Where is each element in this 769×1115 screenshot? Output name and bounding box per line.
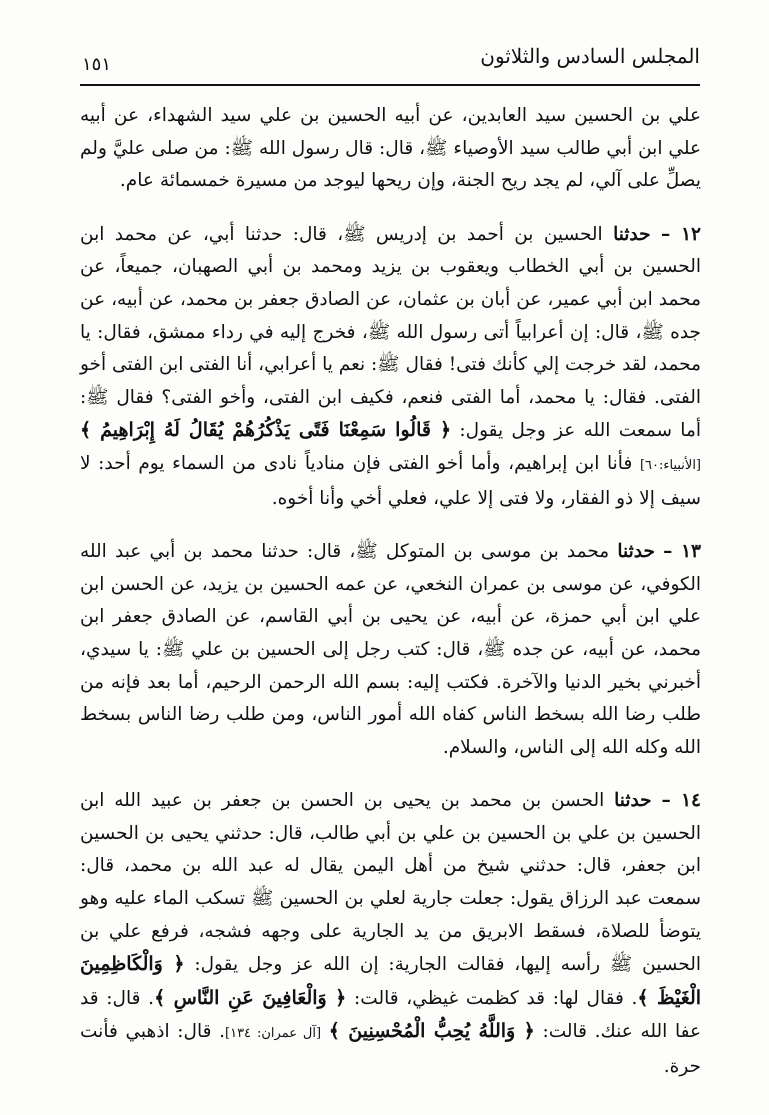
hadith-13 — [80, 536, 701, 764]
hadith-text: محمد بن موسى بن المتوكل ﷺ، قال: حدثنا محمد بن أبي عبد الله الكوفي، عن موسى بن عمران النخعي، عن عمه الحسين بن يزيد، عن الحسن ابن علي ابن أبي حمزة، عن أبيه، عن يحيى بن أبي القاسم، عن الصادق جعفر ابن محمد، عن أبيه، عن جده ﷺ، قال: كتب رجل إلى الحسين بن علي ﷺ: يا سيدي، أخبرني بخير الدنيا والآخرة. فكتب إليه: بسم الله الرحمن الرحيم، أما بعد فإنه من طلب رضا الله بسخط الناس كفاه الله أمور الناس، ومن طلب رضا الناس بسخط الله وكله الله إلى الناس، والسلام. — [80, 541, 701, 758]
running-title: المجلس السادس والثلاثون — [480, 44, 700, 68]
hadith-text-3: . قال: قد عفا الله عنك. قالت: — [80, 987, 701, 1043]
hadith-number: ١٢ – — [660, 223, 701, 245]
hadith-lead: حدثنا — [613, 223, 651, 245]
hadith-text-2: . فقال لها: قد كظمت غيظي، قالت: — [354, 987, 638, 1009]
paragraph-continuation — [80, 100, 701, 198]
hadith-lead: حدثنا — [614, 790, 652, 812]
hadith-number: ١٤ – — [661, 790, 701, 812]
paragraph-text: علي بن الحسين سيد العابدين، عن أبيه الحسين بن علي سيد الشهداء، عن أبيه علي ابن أبي طالب سيد الأوصياء ﷺ، قال: قال رسول الله ﷺ: من صلى عليَّ ولم يصلِّ على آلي، لم يجد ريح الجنة، وإن ريحها ليوجد من مسيرة خمسمائة عام. — [80, 105, 701, 192]
hadith-text: الحسن بن محمد بن يحيى بن الحسن بن جعفر بن عبيد الله ابن الحسين بن علي بن الحسين بن علي بن أبي طالب، قال: حدثني يحيى بن الحسين ابن جعفر، قال: حدثني شيخ من أهل اليمن يقال له عبد الله بن محمد، قال: سمعت عبد الرزاق يقول: جعلت جارية لعلي بن الحسين ﷺ تسكب الماء عليه وهو يتوضأ للصلاة، فسقط الابريق من يد الجارية على وجهه فشجه، فرفع علي بن الحسين ﷺ رأسه إليها، فقالت الجارية: إن الله عز وجل يقول: — [80, 790, 702, 976]
quran-verse: ﴿ قَالُوا سَمِعْنَا فَتًى يَذْكُرُهُمْ يُقَالُ لَهُ إِبْرَاهِيمُ ﴾ — [80, 419, 452, 442]
hadith-number: ١٣ – — [663, 541, 701, 563]
page-number: ١٥١ — [82, 54, 112, 75]
quran-verse-2: ﴿ وَالْعَافِينَ عَنِ النَّاسِ ﴾ — [154, 986, 347, 1009]
quran-reference: [آل عمران: ١٣٤] — [225, 1026, 322, 1042]
quran-reference: [الأنبياء:٦٠] — [639, 457, 701, 473]
quran-verse-3: ﴿ وَاللَّهُ يُحِبُّ الْمُحْسِنِينَ ﴾ — [328, 1020, 535, 1043]
hadith-12 — [80, 219, 701, 515]
hadith-lead: حدثنا — [617, 541, 655, 563]
quran-verse-1: ﴿ وَالْكَاظِمِينَ الْغَيْظَ ﴾ — [80, 953, 702, 1009]
hadith-14 — [80, 785, 701, 1083]
hadith-text-end: فأنا ابن إبراهيم، وأما أخو الفتى فإن منادياً نادى من السماء يوم أحد: لا سيف إلا ذو الفقار، ولا فتى إلا علي، فعلي أخي وأنا أخوه. — [80, 452, 701, 509]
page-header — [80, 38, 700, 86]
hadith-text-end: . قال: اذهبي فأنت حرة. — [80, 1021, 701, 1078]
page-body — [80, 100, 701, 1105]
hadith-text: الحسين بن أحمد بن إدريس ﷺ، قال: حدثنا أبي، عن محمد ابن الحسين بن أبي الخطاب ويعقوب بن يزيد ومحمد بن أبي الصهبان، جميعاً، عن محمد ابن أبي عمير، عن أبان بن عثمان، عن الصادق جعفر بن محمد، عن أبيه، عن جده ﷺ، قال: إن أعرابياً أتى رسول الله ﷺ، فخرج إليه في رداء ممشق، فقال: يا محمد، لقد خرجت إلي كأنك فتى! فقال ﷺ: نعم يا أعرابي، أنا الفتى ابن الفتى أخو الفتى. فقال: يا محمد، أما الفتى فنعم، فكيف ابن الفتى، وأخو الفتى؟ فقال ﷺ: أما سمعت الله عز وجل يقول: — [80, 223, 701, 442]
